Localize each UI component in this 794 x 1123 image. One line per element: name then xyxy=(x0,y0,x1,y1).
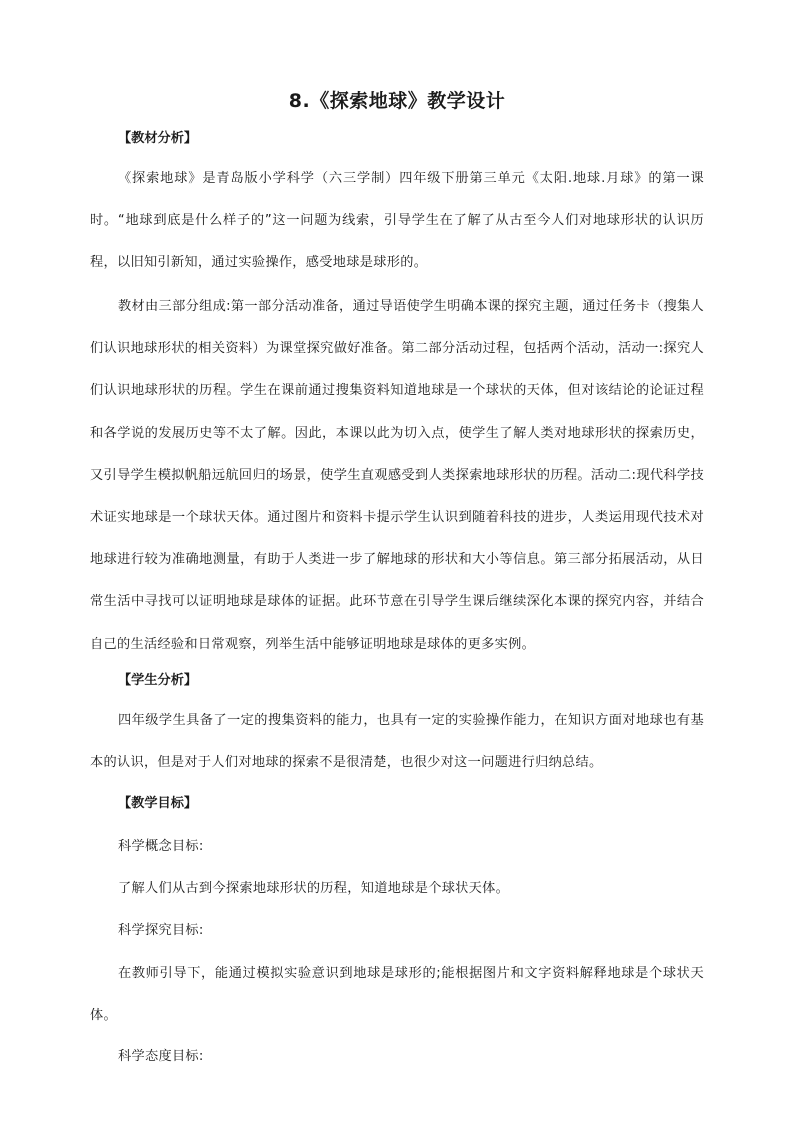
goal-text-concept: 了解人们从古到今探索地球形状的历程，知道地球是个球状天体。 xyxy=(118,881,510,896)
document-title: 8.《探索地球》教学设计 xyxy=(288,90,506,112)
paragraph-student-analysis: 四年级学生具备了一定的搜集资料的能力，也具有一定的实验操作能力，在知识方面对地球也有基本的认识，但是对于人们对地球的探索不是很清楚，也很少对这一问题进行归纳总结。 xyxy=(90,713,704,771)
section-heading-textbook-analysis: 【教材分析】 xyxy=(118,131,198,146)
goal-label-attitude: 科学态度目标: xyxy=(118,1049,204,1064)
goal-label-concept: 科学概念目标: xyxy=(118,839,204,854)
section-heading-student-analysis: 【学生分析】 xyxy=(118,673,198,688)
goal-text-inquiry: 在教师引导下，能通过模拟实验意识到地球是球形的;能根据图片和文字资料解释地球是个球状天体。 xyxy=(90,966,704,1024)
paragraph-textbook-analysis-2: 教材由三部分组成:第一部分活动准备，通过导语使学生明确本课的探究主题，通过任务卡（搜集人们认识地球形状的相关资料）为课堂探究做好准备。第二部分活动过程，包括两个活动，活动一:探究人们认识地球形状的历程。学生在课前通过搜集资料知道地球是一个球状的天体，但对该结论的论证过程和各学说的发展历史等不太了解。因此，本课以此为切入点，使学生了解人类对地球形状的探索历史，又引导学生模拟帆船远航回归的场景，使学生直观感受到人类探索地球形状的历程。活动二:现代科学技术证实地球是一个球状天体。通过图片和资料卡提示学生认识到随着科技的进步，人类运用现代技术对地球进行较为准确地测量，有助于人类进一步了解地球的形状和大小等信息。第三部分拓展活动，从日常生活中寻找可以证明地球是球体的证据。此环节意在引导学生课后继续深化本课的探究内容，并结合自己的生活经验和日常观察，列举生活中能够证明地球是球体的更多实例。 xyxy=(90,299,704,652)
goal-label-inquiry: 科学探究目标: xyxy=(118,923,204,938)
paragraph-textbook-analysis-1: 《探索地球》是青岛版小学科学（六三学制）四年级下册第三单元《太阳.地球.月球》的第一课时。“地球到底是什么样子的”这一问题为线索，引导学生在了解了从古至今人们对地球形状的认识历程，以旧知引新知，通过实验操作，感受地球是球形的。 xyxy=(90,171,704,271)
section-heading-teaching-goals: 【教学目标】 xyxy=(118,796,198,811)
